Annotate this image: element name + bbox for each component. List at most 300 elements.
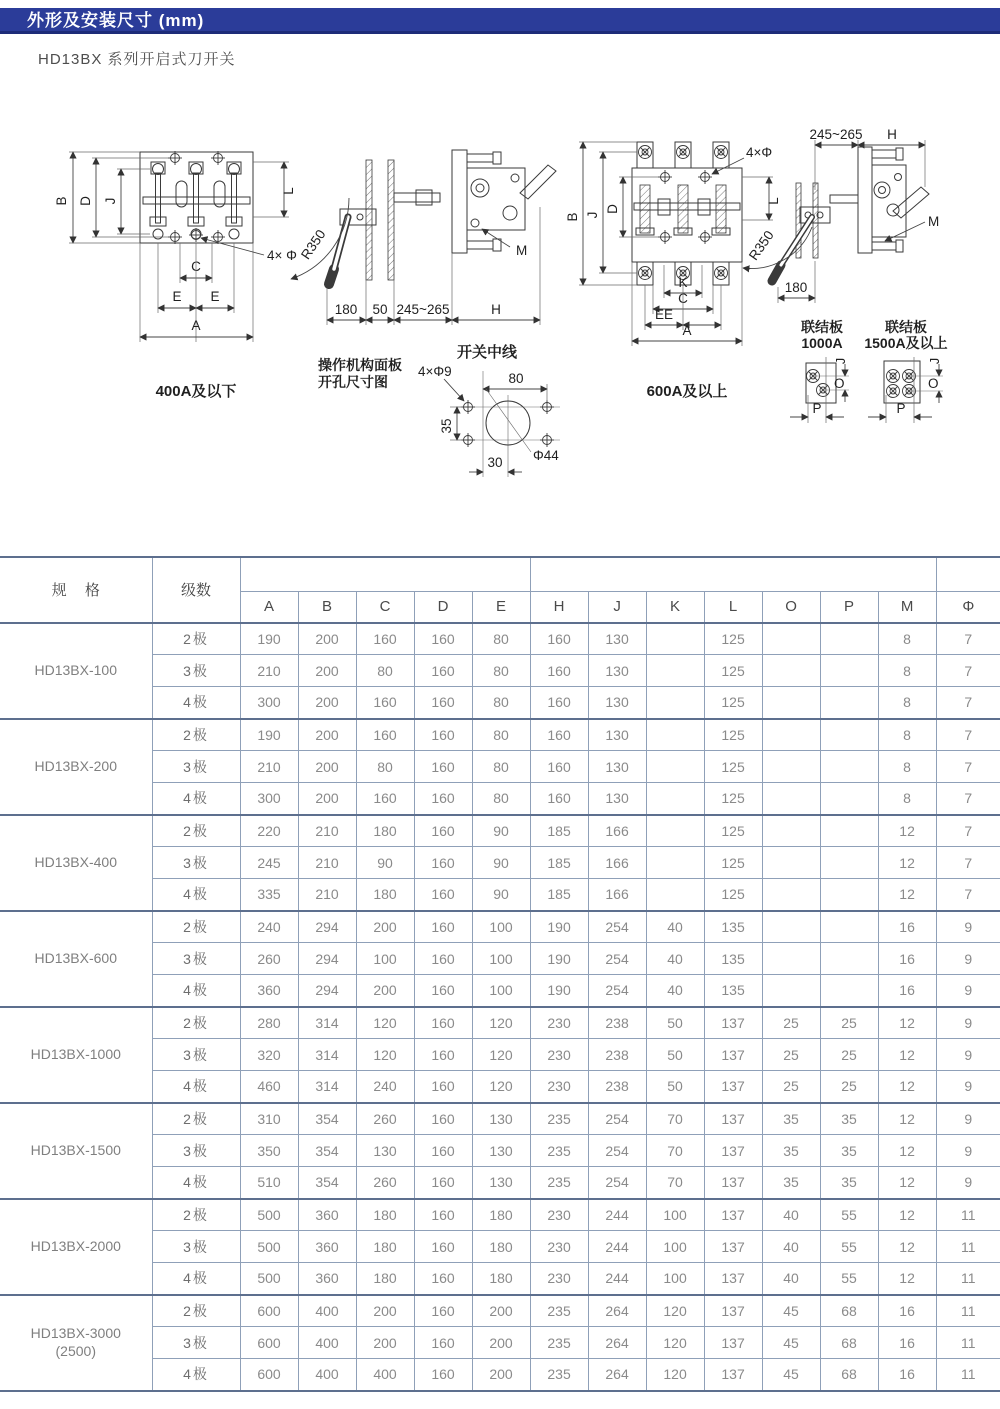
poles-cell: 4极 xyxy=(152,783,240,815)
value-cell: 100 xyxy=(646,1231,704,1263)
value-cell: 100 xyxy=(472,911,530,943)
table-row xyxy=(0,719,1000,751)
poles-cell: 3极 xyxy=(152,655,240,687)
value-cell: 12 xyxy=(878,1071,936,1103)
value-cell: 160 xyxy=(356,623,414,655)
value-cell: 235 xyxy=(530,1103,588,1135)
value-cell: 80 xyxy=(472,783,530,815)
value-cell xyxy=(820,815,878,847)
value-cell: 135 xyxy=(704,943,762,975)
value-cell: 7 xyxy=(936,879,1000,911)
value-cell: 314 xyxy=(298,1071,356,1103)
spec-cell: HD13BX-200 xyxy=(0,719,152,815)
value-cell: 166 xyxy=(588,847,646,879)
poles-cell: 4极 xyxy=(152,1167,240,1199)
value-cell: 130 xyxy=(588,783,646,815)
value-cell: 294 xyxy=(298,911,356,943)
value-cell: 160 xyxy=(530,655,588,687)
value-cell: 9 xyxy=(936,1007,1000,1039)
dim-30: 30 xyxy=(487,455,503,470)
value-cell: 180 xyxy=(472,1231,530,1263)
plate1500-dim-O: O xyxy=(928,376,939,391)
poles-cell: 2极 xyxy=(152,1103,240,1135)
value-cell: 100 xyxy=(472,975,530,1007)
value-cell: 35 xyxy=(820,1167,878,1199)
value-cell: 160 xyxy=(414,1199,472,1231)
value-cell: 9 xyxy=(936,911,1000,943)
caption-large-switch: 600A及以上 xyxy=(646,383,728,400)
caption-centerline: 开关中线 xyxy=(456,344,518,361)
value-cell: 80 xyxy=(356,751,414,783)
dim-label-E-right: E xyxy=(210,289,220,304)
value-cell: 160 xyxy=(414,1263,472,1295)
column-header-E: E xyxy=(472,591,530,623)
value-cell: 360 xyxy=(298,1199,356,1231)
dim-label-K: K xyxy=(678,275,688,290)
value-cell: 160 xyxy=(414,847,472,879)
poles-cell: 3极 xyxy=(152,1327,240,1359)
value-cell: 600 xyxy=(240,1295,298,1327)
value-cell: 200 xyxy=(472,1327,530,1359)
value-cell: 9 xyxy=(936,1167,1000,1199)
dim-label-E-left: E xyxy=(172,289,182,304)
value-cell: 120 xyxy=(646,1327,704,1359)
value-cell: 160 xyxy=(414,623,472,655)
value-cell: 50 xyxy=(646,1039,704,1071)
spec-cell: HD13BX-1000 xyxy=(0,1007,152,1103)
value-cell: 460 xyxy=(240,1071,298,1103)
value-cell: 35 xyxy=(762,1135,820,1167)
spec-cell: HD13BX-400 xyxy=(0,815,152,911)
value-cell: 25 xyxy=(820,1071,878,1103)
value-cell: 230 xyxy=(530,1071,588,1103)
value-cell: 240 xyxy=(240,911,298,943)
column-header-H: H xyxy=(530,591,588,623)
value-cell: 8 xyxy=(878,719,936,751)
value-cell: 400 xyxy=(298,1295,356,1327)
value-cell xyxy=(820,687,878,719)
value-cell: 120 xyxy=(646,1359,704,1391)
caption-small-switch: 400A及以下 xyxy=(155,383,237,400)
value-cell: 9 xyxy=(936,1071,1000,1103)
column-header-L: L xyxy=(704,591,762,623)
value-cell: 40 xyxy=(762,1263,820,1295)
value-cell: 125 xyxy=(704,623,762,655)
value-cell: 80 xyxy=(472,655,530,687)
poles-cell: 2极 xyxy=(152,1199,240,1231)
value-cell: 125 xyxy=(704,879,762,911)
value-cell xyxy=(762,783,820,815)
value-cell: 120 xyxy=(472,1039,530,1071)
value-cell: 200 xyxy=(298,655,356,687)
value-cell: 137 xyxy=(704,1231,762,1263)
spec-column-header: 规 格 xyxy=(0,557,152,623)
value-cell: 350 xyxy=(240,1135,298,1167)
column-header-M: M xyxy=(878,591,936,623)
value-cell: 16 xyxy=(878,975,936,1007)
value-cell: 137 xyxy=(704,1327,762,1359)
value-cell: 200 xyxy=(472,1359,530,1391)
value-cell: 264 xyxy=(588,1359,646,1391)
value-cell: 55 xyxy=(820,1199,878,1231)
poles-cell: 2极 xyxy=(152,1295,240,1327)
value-cell: 244 xyxy=(588,1199,646,1231)
value-cell xyxy=(646,719,704,751)
table-row xyxy=(0,1103,1000,1135)
value-cell: 600 xyxy=(240,1327,298,1359)
value-cell: 300 xyxy=(240,687,298,719)
plate1500-caption-line1: 联结板 xyxy=(885,319,927,335)
value-cell xyxy=(646,847,704,879)
value-cell: 90 xyxy=(356,847,414,879)
value-cell: 25 xyxy=(762,1071,820,1103)
value-cell: 90 xyxy=(472,815,530,847)
dim-label-J-large: J xyxy=(585,211,600,219)
connection-plate-1000 xyxy=(790,319,849,423)
dim-label-A-large: A xyxy=(682,323,692,338)
value-cell: 238 xyxy=(588,1071,646,1103)
value-cell: 12 xyxy=(878,879,936,911)
value-cell: 11 xyxy=(936,1327,1000,1359)
value-cell: 260 xyxy=(356,1103,414,1135)
value-cell: 70 xyxy=(646,1135,704,1167)
plate1000-caption-line1: 联结板 xyxy=(801,319,843,335)
table-row xyxy=(0,911,1000,943)
table-row xyxy=(0,1199,1000,1231)
value-cell: 180 xyxy=(472,1263,530,1295)
value-cell: 600 xyxy=(240,1359,298,1391)
value-cell: 7 xyxy=(936,687,1000,719)
value-cell: 125 xyxy=(704,719,762,751)
panel-drilling-detail xyxy=(418,343,560,477)
value-cell: 360 xyxy=(298,1263,356,1295)
poles-column-header: 级数 xyxy=(152,557,240,623)
value-cell: 80 xyxy=(472,751,530,783)
value-cell: 137 xyxy=(704,1135,762,1167)
caption-mechanism-line1: 操作机构面板 xyxy=(318,357,402,373)
value-cell xyxy=(762,847,820,879)
value-cell: 185 xyxy=(530,847,588,879)
value-cell: 130 xyxy=(472,1135,530,1167)
value-cell: 264 xyxy=(588,1295,646,1327)
value-cell: 35 xyxy=(820,1103,878,1135)
value-cell: 16 xyxy=(878,911,936,943)
value-cell: 9 xyxy=(936,1103,1000,1135)
value-cell: 137 xyxy=(704,1007,762,1039)
poles-cell: 4极 xyxy=(152,1263,240,1295)
column-header-Φ: Φ xyxy=(936,591,1000,623)
value-cell: 160 xyxy=(356,687,414,719)
value-cell: 160 xyxy=(530,687,588,719)
value-cell: 12 xyxy=(878,847,936,879)
value-cell: 200 xyxy=(356,975,414,1007)
value-cell xyxy=(646,783,704,815)
value-cell: 500 xyxy=(240,1263,298,1295)
dim-H-small: H xyxy=(491,302,501,317)
holes-callout-panel: 4×Φ9 xyxy=(418,364,452,379)
value-cell: 35 xyxy=(762,1103,820,1135)
value-cell: 190 xyxy=(240,719,298,751)
value-cell: 135 xyxy=(704,911,762,943)
value-cell: 230 xyxy=(530,1007,588,1039)
value-cell: 12 xyxy=(878,1167,936,1199)
value-cell: 190 xyxy=(530,975,588,1007)
value-cell: 160 xyxy=(414,879,472,911)
value-cell: 210 xyxy=(298,815,356,847)
value-cell: 68 xyxy=(820,1359,878,1391)
value-cell: 500 xyxy=(240,1231,298,1263)
value-cell: 254 xyxy=(588,1135,646,1167)
value-cell: 100 xyxy=(472,943,530,975)
value-cell: 9 xyxy=(936,1039,1000,1071)
value-cell: 11 xyxy=(936,1359,1000,1391)
value-cell: 35 xyxy=(762,1167,820,1199)
value-cell: 70 xyxy=(646,1103,704,1135)
header-band-phi xyxy=(936,557,1000,591)
value-cell: 235 xyxy=(530,1295,588,1327)
value-cell: 100 xyxy=(646,1199,704,1231)
value-cell: 320 xyxy=(240,1039,298,1071)
value-cell: 230 xyxy=(530,1039,588,1071)
value-cell xyxy=(762,687,820,719)
value-cell xyxy=(646,655,704,687)
value-cell: 90 xyxy=(472,879,530,911)
dim-label-EE: EE xyxy=(654,307,674,322)
value-cell: 294 xyxy=(298,943,356,975)
dim-180-large: 180 xyxy=(784,280,808,295)
value-cell: 55 xyxy=(820,1263,878,1295)
value-cell: 244 xyxy=(588,1263,646,1295)
dim-35: 35 xyxy=(439,418,454,434)
value-cell: 137 xyxy=(704,1103,762,1135)
poles-cell: 4极 xyxy=(152,975,240,1007)
value-cell: 190 xyxy=(530,911,588,943)
m-label-large: M xyxy=(928,214,940,229)
value-cell: 120 xyxy=(356,1007,414,1039)
plate1000-dim-O: O xyxy=(834,376,845,391)
value-cell: 280 xyxy=(240,1007,298,1039)
value-cell: 9 xyxy=(936,1135,1000,1167)
r350-label-small: R350 xyxy=(298,226,329,263)
holes-callout-large: 4×Φ xyxy=(746,145,773,160)
value-cell: 166 xyxy=(588,815,646,847)
value-cell: 210 xyxy=(298,847,356,879)
value-cell: 235 xyxy=(530,1327,588,1359)
value-cell: 70 xyxy=(646,1167,704,1199)
dim-245-265-large: 245~265 xyxy=(809,127,863,142)
value-cell: 160 xyxy=(414,783,472,815)
header-band-right xyxy=(530,557,936,591)
value-cell: 354 xyxy=(298,1167,356,1199)
value-cell: 400 xyxy=(298,1327,356,1359)
value-cell: 160 xyxy=(414,815,472,847)
value-cell: 185 xyxy=(530,815,588,847)
value-cell: 160 xyxy=(414,655,472,687)
value-cell xyxy=(762,623,820,655)
value-cell: 160 xyxy=(414,687,472,719)
plate1000-dim-P: P xyxy=(812,401,822,416)
value-cell: 11 xyxy=(936,1263,1000,1295)
value-cell: 160 xyxy=(356,783,414,815)
poles-cell: 3极 xyxy=(152,943,240,975)
value-cell: 160 xyxy=(414,751,472,783)
value-cell: 160 xyxy=(414,1103,472,1135)
value-cell: 12 xyxy=(878,1103,936,1135)
connection-plate-1500 xyxy=(864,319,947,423)
value-cell: 238 xyxy=(588,1039,646,1071)
value-cell: 160 xyxy=(414,1327,472,1359)
value-cell: 137 xyxy=(704,1295,762,1327)
value-cell: 180 xyxy=(356,815,414,847)
value-cell: 40 xyxy=(762,1199,820,1231)
value-cell xyxy=(762,879,820,911)
dim-label-C-small: C xyxy=(191,259,201,274)
value-cell: 160 xyxy=(414,1007,472,1039)
value-cell: 80 xyxy=(472,719,530,751)
value-cell xyxy=(820,783,878,815)
value-cell: 235 xyxy=(530,1359,588,1391)
value-cell: 160 xyxy=(414,1167,472,1199)
column-header-C: C xyxy=(356,591,414,623)
value-cell: 55 xyxy=(820,1231,878,1263)
value-cell: 254 xyxy=(588,911,646,943)
value-cell: 200 xyxy=(298,719,356,751)
dim-80: 80 xyxy=(508,371,524,386)
value-cell: 8 xyxy=(878,687,936,719)
value-cell: 200 xyxy=(298,783,356,815)
value-cell: 80 xyxy=(472,687,530,719)
value-cell: 130 xyxy=(588,719,646,751)
value-cell: 230 xyxy=(530,1263,588,1295)
value-cell xyxy=(820,911,878,943)
value-cell: 160 xyxy=(530,719,588,751)
value-cell: 125 xyxy=(704,655,762,687)
value-cell: 264 xyxy=(588,1327,646,1359)
table-row xyxy=(0,1007,1000,1039)
value-cell: 125 xyxy=(704,815,762,847)
value-cell: 7 xyxy=(936,623,1000,655)
value-cell: 210 xyxy=(240,655,298,687)
value-cell: 45 xyxy=(762,1327,820,1359)
value-cell: 120 xyxy=(472,1007,530,1039)
value-cell: 200 xyxy=(298,687,356,719)
value-cell: 235 xyxy=(530,1167,588,1199)
technical-drawings xyxy=(0,95,1000,555)
value-cell: 90 xyxy=(472,847,530,879)
value-cell: 294 xyxy=(298,975,356,1007)
value-cell xyxy=(762,719,820,751)
value-cell: 180 xyxy=(356,879,414,911)
value-cell: 8 xyxy=(878,783,936,815)
poles-cell: 2极 xyxy=(152,719,240,751)
value-cell: 160 xyxy=(530,751,588,783)
value-cell: 68 xyxy=(820,1295,878,1327)
value-cell xyxy=(820,975,878,1007)
column-header-K: K xyxy=(646,591,704,623)
poles-cell: 2极 xyxy=(152,1007,240,1039)
header-band-row xyxy=(0,557,1000,591)
value-cell: 100 xyxy=(646,1263,704,1295)
value-cell: 200 xyxy=(356,1327,414,1359)
header-band-left xyxy=(240,557,530,591)
plate1000-caption-line2: 1000A xyxy=(801,335,843,351)
spec-cell: HD13BX-600 xyxy=(0,911,152,1007)
value-cell: 135 xyxy=(704,975,762,1007)
value-cell: 125 xyxy=(704,687,762,719)
holes-callout-small: 4× Φ xyxy=(267,248,297,263)
r350-label-large: R350 xyxy=(745,227,777,263)
value-cell: 130 xyxy=(472,1103,530,1135)
value-cell: 190 xyxy=(240,623,298,655)
value-cell: 130 xyxy=(588,751,646,783)
value-cell xyxy=(820,655,878,687)
value-cell: 260 xyxy=(240,943,298,975)
dim-label-C-large: C xyxy=(678,291,688,306)
plate1500-dim-P: P xyxy=(896,401,906,416)
value-cell: 360 xyxy=(298,1231,356,1263)
value-cell: 200 xyxy=(298,751,356,783)
value-cell: 40 xyxy=(762,1231,820,1263)
value-cell: 200 xyxy=(356,1295,414,1327)
value-cell: 160 xyxy=(414,943,472,975)
plate1500-dim-J: J xyxy=(928,357,942,365)
value-cell: 160 xyxy=(414,1039,472,1071)
value-cell: 160 xyxy=(414,1071,472,1103)
value-cell: 200 xyxy=(356,911,414,943)
value-cell: 130 xyxy=(472,1167,530,1199)
value-cell xyxy=(646,623,704,655)
value-cell: 130 xyxy=(588,655,646,687)
value-cell: 180 xyxy=(356,1199,414,1231)
value-cell: 335 xyxy=(240,879,298,911)
value-cell: 160 xyxy=(530,623,588,655)
poles-cell: 4极 xyxy=(152,1071,240,1103)
value-cell: 12 xyxy=(878,1231,936,1263)
value-cell: 254 xyxy=(588,1167,646,1199)
value-cell: 12 xyxy=(878,1039,936,1071)
column-header-A: A xyxy=(240,591,298,623)
value-cell: 137 xyxy=(704,1199,762,1231)
value-cell: 360 xyxy=(240,975,298,1007)
front-view-large-switch xyxy=(565,142,781,400)
caption-mechanism-line2: 开孔尺寸图 xyxy=(318,374,388,390)
poles-cell: 2极 xyxy=(152,911,240,943)
value-cell: 16 xyxy=(878,1327,936,1359)
value-cell: 12 xyxy=(878,1135,936,1167)
value-cell: 125 xyxy=(704,847,762,879)
value-cell: 210 xyxy=(240,751,298,783)
value-cell: 25 xyxy=(762,1039,820,1071)
table-row xyxy=(0,815,1000,847)
value-cell: 7 xyxy=(936,847,1000,879)
dimensions-table xyxy=(0,556,1000,1392)
value-cell: 137 xyxy=(704,1359,762,1391)
value-cell xyxy=(762,751,820,783)
value-cell: 137 xyxy=(704,1263,762,1295)
value-cell: 8 xyxy=(878,623,936,655)
value-cell: 50 xyxy=(646,1071,704,1103)
value-cell: 137 xyxy=(704,1071,762,1103)
side-view-large-switch xyxy=(743,127,939,303)
value-cell: 120 xyxy=(356,1039,414,1071)
value-cell: 244 xyxy=(588,1231,646,1263)
value-cell: 180 xyxy=(356,1263,414,1295)
value-cell: 314 xyxy=(298,1007,356,1039)
value-cell: 50 xyxy=(646,1007,704,1039)
value-cell xyxy=(820,623,878,655)
value-cell: 245 xyxy=(240,847,298,879)
value-cell: 160 xyxy=(414,1135,472,1167)
